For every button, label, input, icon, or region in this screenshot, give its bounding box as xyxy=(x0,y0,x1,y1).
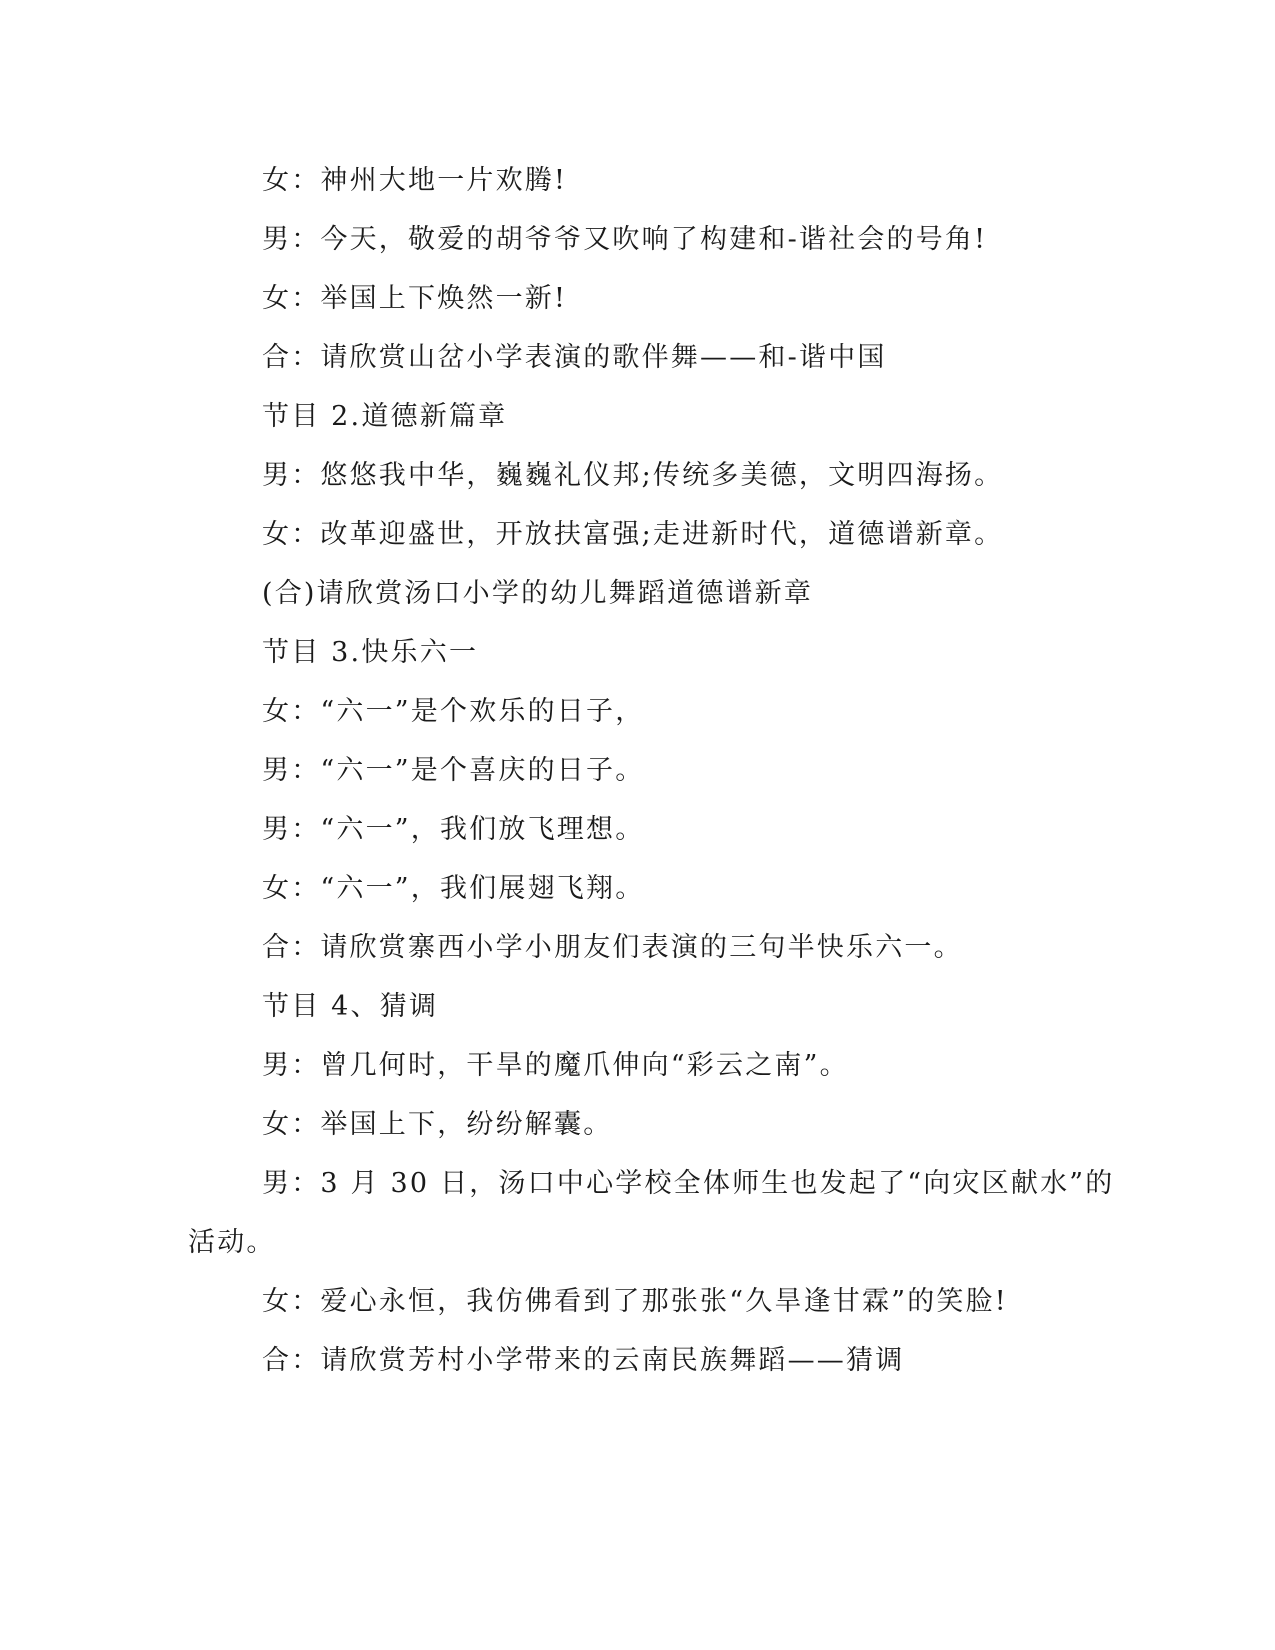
text-line: 合：请欣赏山岔小学表演的歌伴舞——和-谐中国 xyxy=(262,342,887,373)
text-line-continuation: 活动。 xyxy=(188,1227,276,1258)
text-line: 男：“六一”是个喜庆的日子。 xyxy=(262,755,645,786)
text-line: (合)请欣赏汤口小学的幼儿舞蹈道德谱新章 xyxy=(262,578,814,609)
text-line: 女：爱心永恒，我仿佛看到了那张张“久旱逢甘霖”的笑脸! xyxy=(262,1286,1008,1317)
text-line: 合：请欣赏芳村小学带来的云南民族舞蹈——猜调 xyxy=(262,1345,905,1376)
text-line: 男：曾几何时，干旱的魔爪伸向“彩云之南”。 xyxy=(262,1050,849,1081)
text-line: 女：神州大地一片欢腾! xyxy=(262,165,568,196)
section-heading: 节目 3.快乐六一 xyxy=(262,637,479,668)
section-heading: 节目 4、猜调 xyxy=(262,991,439,1022)
text-line: 女：改革迎盛世，开放扶富强;走进新时代，道德谱新章。 xyxy=(262,519,1004,550)
text-line: 男：3 月 30 日，汤口中心学校全体师生也发起了“向灾区献水”的 xyxy=(262,1168,1115,1199)
text-line: 男：今天，敬爱的胡爷爷又吹响了构建和-谐社会的号角! xyxy=(262,224,988,255)
text-line: 女：举国上下，纷纷解囊。 xyxy=(262,1109,613,1140)
text-line: 男：悠悠我中华，巍巍礼仪邦;传统多美德，文明四海扬。 xyxy=(262,460,1004,491)
text-line: 女：举国上下焕然一新! xyxy=(262,283,568,314)
text-line: 女：“六一”，我们展翅飞翔。 xyxy=(262,873,645,904)
text-line: 男：“六一”，我们放飞理想。 xyxy=(262,814,645,845)
text-line: 女：“六一”是个欢乐的日子， xyxy=(262,696,645,727)
text-line: 合：请欣赏寨西小学小朋友们表演的三句半快乐六一。 xyxy=(262,932,963,963)
section-heading: 节目 2.道德新篇章 xyxy=(262,401,508,432)
